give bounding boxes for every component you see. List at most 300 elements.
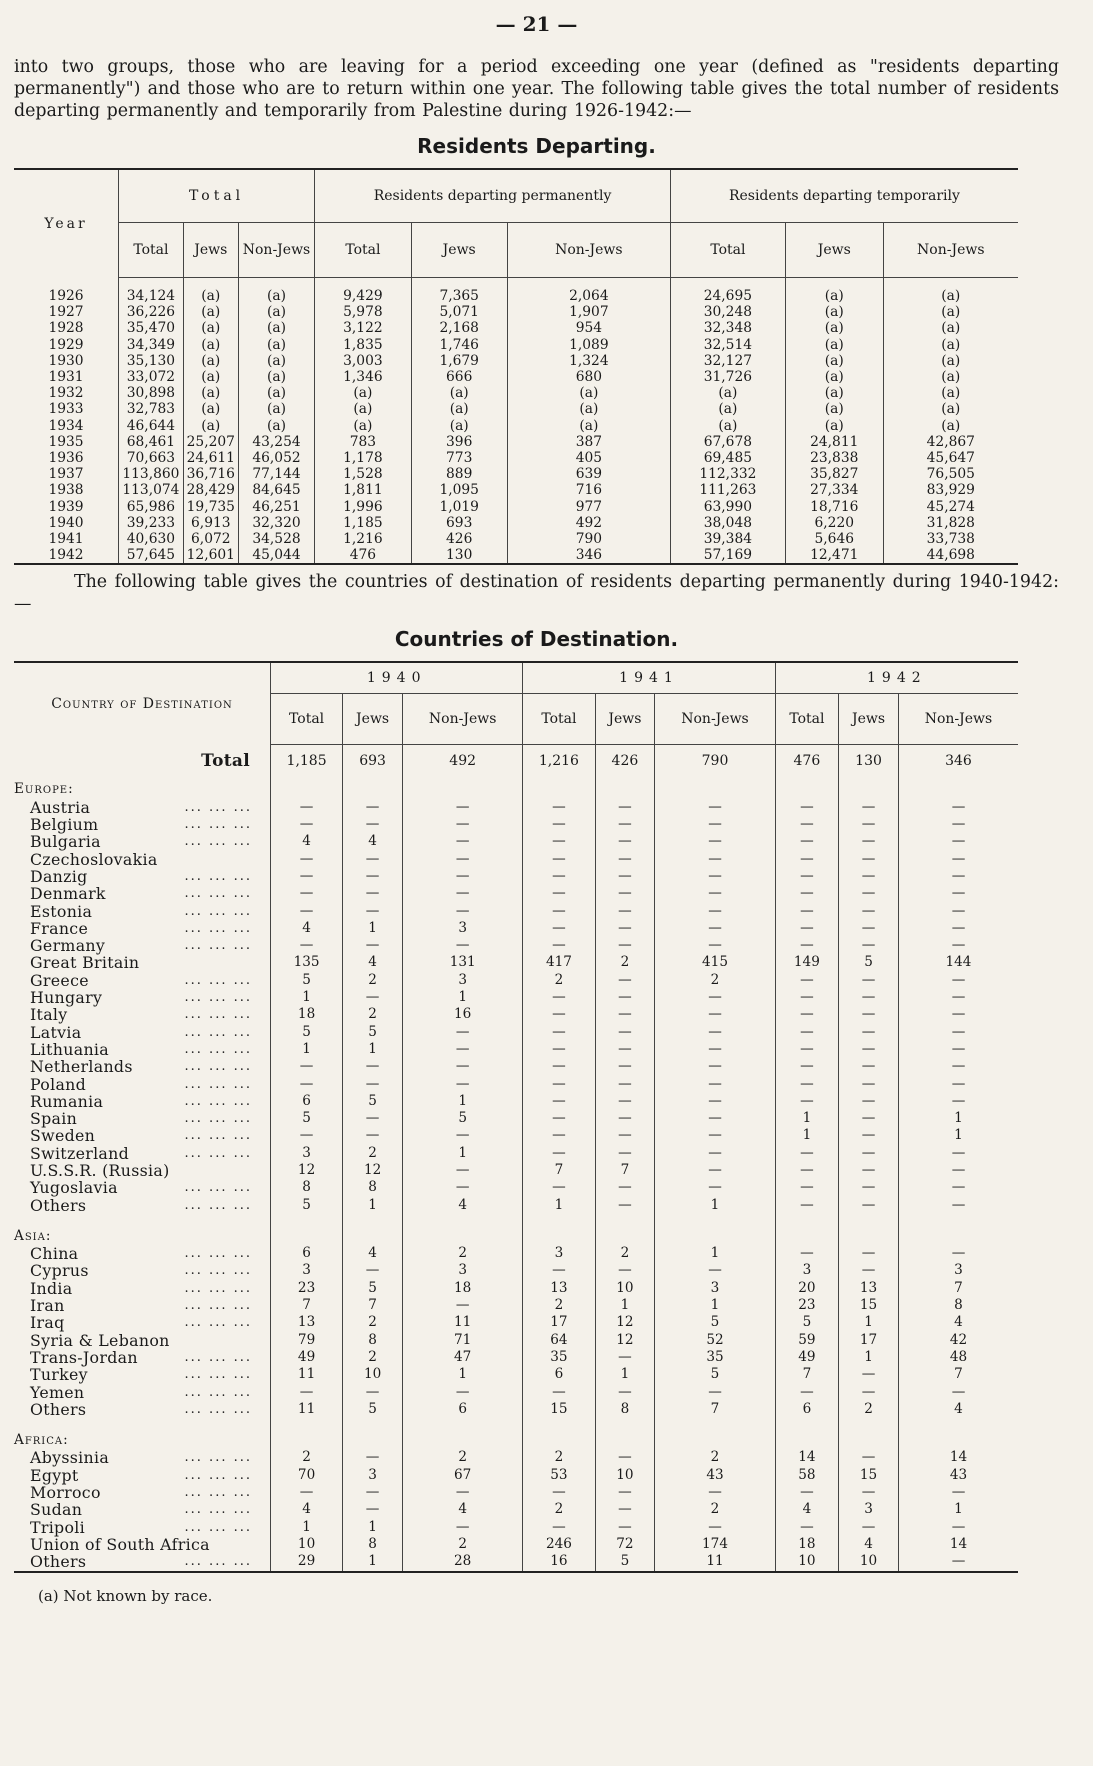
- empty-cell: [898, 1428, 1018, 1449]
- column-header: Total: [119, 223, 184, 278]
- value-cell: —: [343, 1484, 403, 1501]
- value-cell: (a): [785, 385, 883, 401]
- country-name: Lithuania: [30, 1039, 110, 1059]
- country-name: Morroco: [30, 1483, 101, 1503]
- value-cell: 23: [271, 1280, 343, 1297]
- country-name-cell: [14, 1006, 271, 1023]
- region-row: [14, 1224, 1018, 1245]
- value-cell: 18: [775, 1536, 838, 1553]
- value-cell: 1: [403, 989, 523, 1006]
- value-cell: —: [775, 972, 838, 989]
- value-cell: 72: [595, 1536, 655, 1553]
- value-cell: —: [839, 885, 899, 902]
- value-cell: 27,334: [785, 482, 883, 498]
- value-cell: —: [898, 1245, 1018, 1262]
- value-cell: 7: [523, 1162, 595, 1179]
- value-cell: (a): [238, 337, 314, 353]
- value-cell: —: [839, 1449, 899, 1466]
- value-cell: 5: [271, 1110, 343, 1127]
- value-cell: —: [595, 833, 655, 850]
- value-cell: 113,860: [119, 466, 184, 482]
- country-name: Danzig: [30, 866, 88, 886]
- value-cell: 5: [271, 1024, 343, 1041]
- value-cell: 666: [411, 369, 507, 385]
- table-row: [14, 278, 1018, 305]
- value-cell: 2,064: [507, 278, 670, 305]
- value-cell: 10: [839, 1553, 899, 1571]
- value-cell: 48: [898, 1349, 1018, 1366]
- value-cell: 57,169: [670, 547, 785, 564]
- value-cell: 1,178: [315, 450, 411, 466]
- country-name-cell: [14, 903, 271, 920]
- footnote: (a) Not known by race.: [38, 1586, 213, 1605]
- value-cell: 17: [523, 1314, 595, 1331]
- country-name: Spain: [30, 1109, 78, 1129]
- value-cell: 63,990: [670, 499, 785, 515]
- leader-dots: ... ... ...: [184, 1554, 252, 1570]
- value-cell: 135: [271, 954, 343, 971]
- table-row: [14, 1110, 1018, 1127]
- spacer-row: [14, 1418, 1018, 1428]
- value-cell: —: [775, 868, 838, 885]
- value-cell: 8: [595, 1401, 655, 1418]
- value-cell: 1: [898, 1110, 1018, 1127]
- country-name-cell: [14, 1519, 271, 1536]
- value-cell: —: [655, 833, 775, 850]
- value-cell: —: [403, 833, 523, 850]
- value-cell: 3: [343, 1467, 403, 1484]
- value-cell: —: [523, 868, 595, 885]
- leader-dots: ... ... ...: [184, 1502, 252, 1518]
- value-cell: —: [595, 989, 655, 1006]
- value-cell: —: [839, 1384, 899, 1401]
- value-cell: 84,645: [238, 482, 314, 498]
- leader-dots: ... ... ...: [184, 834, 252, 850]
- group-header-temporary: Residents departing temporarily: [670, 169, 1018, 223]
- year-cell: 1929: [48, 336, 84, 353]
- value-cell: (a): [670, 418, 785, 434]
- value-cell: —: [839, 1245, 899, 1262]
- countries-destination-title: Countries of Destination.: [394, 627, 679, 652]
- value-cell: 4: [775, 1501, 838, 1518]
- table-row: [14, 450, 1018, 466]
- value-cell: —: [403, 1384, 523, 1401]
- column-header: Jews: [785, 223, 883, 278]
- value-cell: —: [595, 1262, 655, 1279]
- value-cell: (a): [507, 401, 670, 417]
- table-row: [14, 1145, 1018, 1162]
- value-cell: 5: [655, 1366, 775, 1383]
- country-name-cell: [14, 799, 271, 816]
- value-cell: 4: [271, 833, 343, 850]
- value-cell: 476: [315, 547, 411, 564]
- value-cell: 149: [775, 954, 838, 971]
- value-cell: —: [839, 1058, 899, 1075]
- value-cell: 3: [839, 1501, 899, 1518]
- value-cell: 36,716: [183, 466, 238, 482]
- value-cell: 6,913: [183, 515, 238, 531]
- value-cell: 2: [343, 1145, 403, 1162]
- country-name-cell: [14, 954, 271, 971]
- value-cell: 45,044: [238, 547, 314, 564]
- year-header: Year: [44, 215, 88, 232]
- country-name: Italy: [30, 1005, 68, 1025]
- value-cell: 1: [595, 1366, 655, 1383]
- country-name-cell: [14, 937, 271, 954]
- value-cell: 1,907: [507, 304, 670, 320]
- value-cell: 12,601: [183, 547, 238, 564]
- leader-dots: ... ... ...: [184, 1298, 252, 1314]
- year-cell: 1938: [48, 482, 84, 499]
- value-cell: 773: [411, 450, 507, 466]
- leader-dots: ... ... ...: [184, 1024, 252, 1040]
- value-cell: 8: [343, 1536, 403, 1553]
- value-cell: 25,207: [183, 434, 238, 450]
- value-cell: (a): [183, 385, 238, 401]
- value-cell: —: [655, 903, 775, 920]
- column-header: Jews: [839, 694, 899, 745]
- value-cell: 32,348: [670, 320, 785, 336]
- value-cell: 1,089: [507, 337, 670, 353]
- value-cell: 1: [343, 1553, 403, 1571]
- country-name-cell: [14, 1197, 271, 1214]
- value-cell: 65,986: [119, 499, 184, 515]
- country-name: Great Britain: [30, 953, 140, 973]
- value-cell: —: [595, 937, 655, 954]
- value-cell: 32,320: [238, 515, 314, 531]
- value-cell: 16: [523, 1553, 595, 1571]
- value-cell: —: [898, 851, 1018, 868]
- empty-cell: [523, 777, 595, 798]
- empty-cell: [655, 777, 775, 798]
- value-cell: 35: [655, 1349, 775, 1366]
- value-cell: —: [898, 1484, 1018, 1501]
- value-cell: 24,811: [785, 434, 883, 450]
- value-cell: 1,811: [315, 482, 411, 498]
- value-cell: 1: [898, 1501, 1018, 1518]
- value-cell: 13: [839, 1280, 899, 1297]
- leader-dots: ... ... ...: [184, 1059, 252, 1075]
- country-name: Denmark: [30, 884, 106, 904]
- value-cell: 4: [898, 1401, 1018, 1418]
- value-cell: —: [523, 1262, 595, 1279]
- value-cell: 492: [507, 515, 670, 531]
- empty-cell: [403, 1428, 523, 1449]
- value-cell: —: [655, 1384, 775, 1401]
- value-cell: 18: [271, 1006, 343, 1023]
- value-cell: 3: [403, 920, 523, 937]
- value-cell: —: [839, 1197, 899, 1214]
- value-cell: —: [898, 816, 1018, 833]
- value-cell: 3,003: [315, 353, 411, 369]
- table-row: [14, 989, 1018, 1006]
- value-cell: —: [271, 799, 343, 816]
- value-cell: 83,929: [883, 482, 1018, 498]
- region-row: [14, 777, 1018, 798]
- value-cell: 3: [271, 1145, 343, 1162]
- value-cell: 77,144: [238, 466, 314, 482]
- value-cell: —: [898, 972, 1018, 989]
- value-cell: (a): [238, 369, 314, 385]
- country-name-cell: [14, 920, 271, 937]
- value-cell: 1: [343, 920, 403, 937]
- value-cell: 32,783: [119, 401, 184, 417]
- value-cell: (a): [883, 337, 1018, 353]
- table-row: [14, 1519, 1018, 1536]
- year-cell: 1932: [48, 385, 84, 402]
- empty-cell: [839, 1224, 899, 1245]
- value-cell: —: [775, 851, 838, 868]
- country-name-cell: [14, 1384, 271, 1401]
- value-cell: 59: [775, 1332, 838, 1349]
- year-cell: 1927: [48, 304, 84, 321]
- value-cell: (a): [411, 385, 507, 401]
- country-name: Yemen: [30, 1382, 85, 1402]
- value-cell: 43,254: [238, 434, 314, 450]
- country-name: Others: [30, 1552, 87, 1572]
- value-cell: 112,332: [670, 466, 785, 482]
- empty-cell: [775, 1428, 838, 1449]
- value-cell: 4: [343, 1245, 403, 1262]
- table-row: [14, 799, 1018, 816]
- value-cell: —: [839, 851, 899, 868]
- year-cell: 1935: [48, 433, 84, 450]
- value-cell: 1: [343, 1041, 403, 1058]
- spacer-row: [14, 1214, 1018, 1224]
- region-label: Asia:: [14, 1227, 52, 1244]
- table-row: [14, 304, 1018, 320]
- value-cell: 28,429: [183, 482, 238, 498]
- value-cell: 31,828: [883, 515, 1018, 531]
- country-name: Estonia: [30, 901, 93, 921]
- leader-dots: ... ... ...: [184, 938, 252, 954]
- country-name: Union of South Africa: [30, 1534, 210, 1554]
- value-cell: 7: [595, 1162, 655, 1179]
- value-cell: 4: [839, 1536, 899, 1553]
- value-cell: 1: [655, 1245, 775, 1262]
- country-name: Others: [30, 1195, 87, 1215]
- region-label: Africa:: [14, 1432, 69, 1449]
- value-cell: —: [523, 1484, 595, 1501]
- total-value: 1,185: [271, 745, 343, 778]
- country-name-cell: [14, 1536, 271, 1553]
- table-row: [14, 1197, 1018, 1214]
- value-cell: —: [839, 1006, 899, 1023]
- value-cell: 2: [523, 1297, 595, 1314]
- value-cell: —: [523, 851, 595, 868]
- value-cell: 790: [507, 531, 670, 547]
- leader-dots: ... ... ...: [184, 1041, 252, 1057]
- table-row: [14, 418, 1018, 434]
- value-cell: 113,074: [119, 482, 184, 498]
- table-row: [14, 972, 1018, 989]
- value-cell: 30,248: [670, 304, 785, 320]
- residents-departing-title: Residents Departing.: [417, 134, 656, 158]
- value-cell: 4: [343, 954, 403, 971]
- value-cell: —: [271, 1484, 343, 1501]
- country-name-cell: [14, 1024, 271, 1041]
- value-cell: (a): [507, 385, 670, 401]
- region-row: [14, 1428, 1018, 1449]
- value-cell: —: [343, 1262, 403, 1279]
- value-cell: 7: [271, 1297, 343, 1314]
- value-cell: 5,978: [315, 304, 411, 320]
- value-cell: —: [655, 1127, 775, 1144]
- value-cell: (a): [883, 401, 1018, 417]
- value-cell: 40,630: [119, 531, 184, 547]
- total-value: 346: [898, 745, 1018, 778]
- empty-cell: [898, 777, 1018, 798]
- table-row: [14, 1467, 1018, 1484]
- value-cell: —: [775, 1024, 838, 1041]
- value-cell: —: [595, 1519, 655, 1536]
- value-cell: 5,071: [411, 304, 507, 320]
- leader-dots: ... ... ...: [184, 903, 252, 919]
- country-name: Netherlands: [30, 1057, 133, 1077]
- value-cell: 4: [271, 920, 343, 937]
- value-cell: —: [839, 903, 899, 920]
- residents-departing-body: [14, 278, 1018, 565]
- value-cell: 1,216: [315, 531, 411, 547]
- empty-cell: [775, 777, 838, 798]
- year-cell: 1939: [48, 498, 84, 515]
- value-cell: —: [403, 816, 523, 833]
- year-cell: 1933: [48, 401, 84, 418]
- value-cell: 2: [271, 1449, 343, 1466]
- table-row: [14, 369, 1018, 385]
- value-cell: 34,124: [119, 278, 184, 305]
- value-cell: 2: [403, 1245, 523, 1262]
- value-cell: —: [898, 1076, 1018, 1093]
- value-cell: —: [523, 816, 595, 833]
- empty-cell: [655, 1224, 775, 1245]
- value-cell: 639: [507, 466, 670, 482]
- value-cell: —: [595, 1384, 655, 1401]
- country-name-cell: [14, 1179, 271, 1196]
- value-cell: 11: [403, 1314, 523, 1331]
- leader-dots: ... ... ...: [184, 1197, 252, 1213]
- table-row: [14, 385, 1018, 401]
- value-cell: 10: [775, 1553, 838, 1571]
- value-cell: (a): [785, 304, 883, 320]
- value-cell: 12: [595, 1332, 655, 1349]
- table-row: [14, 1449, 1018, 1466]
- value-cell: 1: [839, 1314, 899, 1331]
- value-cell: 130: [411, 547, 507, 564]
- middle-paragraph: The following table gives the countries of destination of residents departing permanently during 1940-1942:—: [14, 572, 1059, 615]
- value-cell: 3,122: [315, 320, 411, 336]
- table-row: [14, 434, 1018, 450]
- value-cell: —: [271, 903, 343, 920]
- country-name: Egypt: [30, 1465, 79, 1485]
- country-name: Yugoslavia: [30, 1178, 118, 1198]
- leader-dots: ... ... ...: [184, 1007, 252, 1023]
- value-cell: —: [655, 1145, 775, 1162]
- value-cell: 426: [411, 531, 507, 547]
- value-cell: 3: [403, 972, 523, 989]
- value-cell: —: [839, 1110, 899, 1127]
- region-label: Europe:: [14, 781, 74, 798]
- value-cell: 5: [839, 954, 899, 971]
- value-cell: 23,838: [785, 450, 883, 466]
- country-name-cell: [14, 1127, 271, 1144]
- value-cell: —: [839, 972, 899, 989]
- value-cell: 2: [403, 1536, 523, 1553]
- value-cell: —: [403, 1058, 523, 1075]
- value-cell: 32,514: [670, 337, 785, 353]
- value-cell: (a): [785, 278, 883, 305]
- value-cell: (a): [315, 418, 411, 434]
- value-cell: —: [898, 885, 1018, 902]
- value-cell: —: [523, 833, 595, 850]
- total-value: 130: [839, 745, 899, 778]
- value-cell: 7: [898, 1366, 1018, 1383]
- value-cell: —: [655, 799, 775, 816]
- empty-cell: [595, 777, 655, 798]
- value-cell: —: [403, 937, 523, 954]
- value-cell: —: [595, 1501, 655, 1518]
- value-cell: —: [898, 1093, 1018, 1110]
- value-cell: (a): [785, 320, 883, 336]
- value-cell: (a): [411, 401, 507, 417]
- value-cell: —: [775, 816, 838, 833]
- value-cell: —: [775, 1162, 838, 1179]
- value-cell: —: [523, 920, 595, 937]
- country-name-cell: [14, 1484, 271, 1501]
- value-cell: —: [898, 1553, 1018, 1571]
- country-name-cell: [14, 1349, 271, 1366]
- table-row: [14, 1536, 1018, 1553]
- value-cell: 33,738: [883, 531, 1018, 547]
- leader-dots: ... ... ...: [184, 1467, 252, 1483]
- value-cell: 1: [655, 1197, 775, 1214]
- empty-cell: [839, 1428, 899, 1449]
- value-cell: 3: [775, 1262, 838, 1279]
- column-header: Non-Jews: [238, 223, 314, 278]
- value-cell: 1,528: [315, 466, 411, 482]
- value-cell: 1: [655, 1297, 775, 1314]
- value-cell: 7: [898, 1280, 1018, 1297]
- value-cell: 45,647: [883, 450, 1018, 466]
- value-cell: —: [839, 1041, 899, 1058]
- value-cell: —: [655, 1024, 775, 1041]
- intro-paragraph: into two groups, those who are leaving for a period exceeding one year (defined as "residents departing permanently") and those who are to return within one year. The following table gives the total number of residents departing permanently and temporarily from Palestine during 1926-1942:—: [14, 57, 1059, 121]
- value-cell: —: [775, 937, 838, 954]
- value-cell: 5: [403, 1110, 523, 1127]
- table-row: [14, 337, 1018, 353]
- leader-dots: ... ... ...: [184, 1111, 252, 1127]
- value-cell: 49: [271, 1349, 343, 1366]
- value-cell: —: [655, 1484, 775, 1501]
- value-cell: —: [775, 1058, 838, 1075]
- year-cell: 1941: [48, 531, 84, 548]
- table-row: [14, 547, 1018, 564]
- country-name-cell: [14, 1162, 271, 1179]
- country-name: Iran: [30, 1296, 65, 1316]
- value-cell: —: [898, 1179, 1018, 1196]
- value-cell: —: [839, 1093, 899, 1110]
- value-cell: 1,019: [411, 499, 507, 515]
- country-name-cell: [14, 833, 271, 850]
- empty-cell: [523, 1428, 595, 1449]
- value-cell: —: [775, 903, 838, 920]
- value-cell: 1: [271, 1041, 343, 1058]
- table-row: [14, 401, 1018, 417]
- value-cell: (a): [183, 337, 238, 353]
- value-cell: 417: [523, 954, 595, 971]
- value-cell: —: [343, 868, 403, 885]
- value-cell: —: [343, 1127, 403, 1144]
